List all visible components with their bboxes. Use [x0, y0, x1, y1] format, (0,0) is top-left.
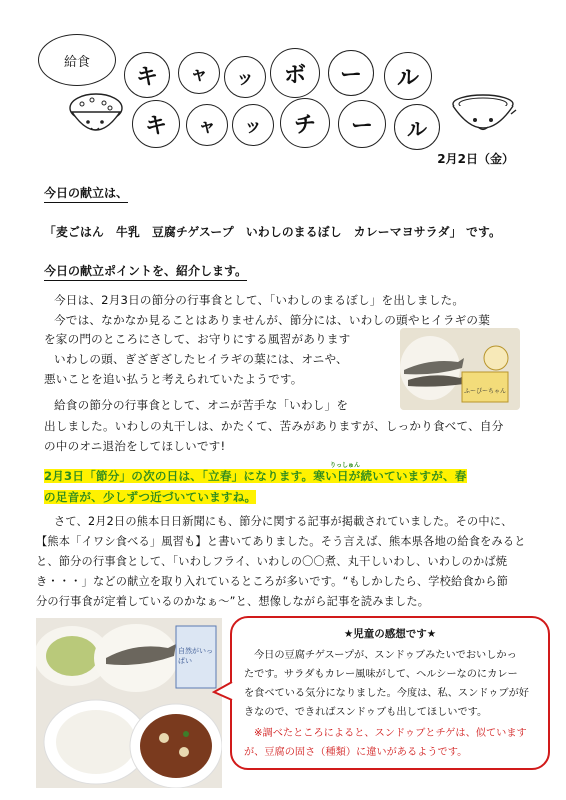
para-2a: 今では、なかなか見ることはありませんが、節分には、いわしの頭やヒイラギの葉: [54, 313, 491, 327]
impressions-title: ★児童の感想です★: [343, 628, 437, 640]
balloon-5: ー: [328, 50, 374, 96]
para-4c: の中のオニ退治をしてほしいです!: [44, 439, 226, 453]
milk-carton-label: 自然がいっぱい: [178, 647, 213, 665]
rice-bowl-character-icon: [66, 86, 126, 146]
para-2b: を家の門のところにさして、お守りにする風習があります: [44, 332, 351, 346]
para-1: 今日は、2月3日の節分の行事食として、「いわしのまるぼし」を出しました。: [54, 293, 465, 307]
highlight-1: 2月3日「節分」の次の日は、「立春」になります。寒い日が続いていますが、春: [44, 469, 467, 483]
para-4b: 出しました。いわしの丸干しは、かたくて、苦みがありますが、しっかり食べて、自分: [44, 419, 504, 433]
balloon-2: ャ: [178, 52, 220, 94]
research-note-1: ※調べたところによると、スンドゥブとチゲは、似ています: [254, 728, 527, 739]
date-text: 2月2日（金）: [437, 152, 514, 166]
impression-line-4: きなので、できればスンドゥブも出してほしいです。: [244, 707, 488, 718]
highlight-2: の足音が、少しずつ近づいていますね。: [44, 490, 257, 504]
para-3a: いわしの頭、ぎざぎざしたヒイラギの葉には、オニや、: [54, 352, 348, 366]
balloon-8: ャ: [186, 104, 228, 146]
dried-sardine-image: [400, 328, 520, 410]
para-3b: 悪いことを追い払うと考えられていたようです。: [44, 372, 303, 386]
menu-heading: 今日の献立は、: [44, 184, 128, 203]
balloon-9: ッ: [232, 104, 274, 146]
balloon-10: チ: [280, 98, 330, 148]
balloon-3: ッ: [224, 56, 266, 98]
news-1: さて、2月2日の熊本日日新聞にも、節分に関する記事が掲載されていました。その中に、: [54, 515, 513, 528]
ruby-risshun: りっしゅん: [330, 462, 361, 469]
balloon-12: ル: [394, 104, 440, 150]
lunch-tray-image: [36, 618, 222, 788]
menu-items: 「麦ごはん 牛乳 豆腐チゲスープ いわしのまるぼし カレーマヨサラダ」 です。: [44, 225, 502, 239]
balloon-11: ー: [338, 100, 386, 148]
balloon-1: キ: [124, 52, 170, 98]
research-note-2: が、豆腐の固さ（種類）に違いがあるようです。: [244, 747, 468, 758]
news-4: き・・・」などの献立を取り入れているところが多いです。“もしかしたら、学校給食から節: [36, 575, 508, 588]
impression-line-3: を食べている気分になりました。今度は、私、スンドゥブが好: [244, 688, 529, 699]
para-4a: 給食の節分の行事食として、オニが苦手な「いわし」を: [54, 398, 349, 412]
lunch-tray-photo: [36, 618, 222, 788]
impression-line-1: 今日の豆腐チゲスープが、スンドゥブみたいでおいしかっ: [254, 650, 517, 661]
impressions-callout: [230, 616, 550, 770]
news-5: 分の行事食が定着しているのかなぁ～”と、想像しながら記事を読みました。: [36, 595, 430, 608]
balloon-7: キ: [132, 100, 180, 148]
kyushoku-bubble: [38, 34, 116, 86]
balloon-4: ボ: [270, 48, 320, 98]
impression-line-2: たです。サラダもカレー風味がして、ヘルシーなのにカレー: [244, 669, 518, 680]
points-heading: 今日の献立ポイントを、紹介します。: [44, 262, 247, 281]
balloon-6: ル: [384, 52, 432, 100]
news-2: 【熊本「イワシ食べる」風習も】と書いてありました。そう言えば、熊本県各地の給食をみると: [36, 535, 526, 548]
bubble-label-text: 給食: [63, 54, 90, 70]
soup-bowl-character-icon: [448, 84, 518, 148]
photo-note: ふーぴーちゃん: [464, 388, 507, 395]
iwashi-photo: [400, 328, 520, 410]
news-3: と、節分の行事食として、「いわしフライ、いわしの〇〇煮、丸干しいわし、いわしのかば焼: [36, 555, 508, 568]
callout-tail: [212, 680, 236, 704]
